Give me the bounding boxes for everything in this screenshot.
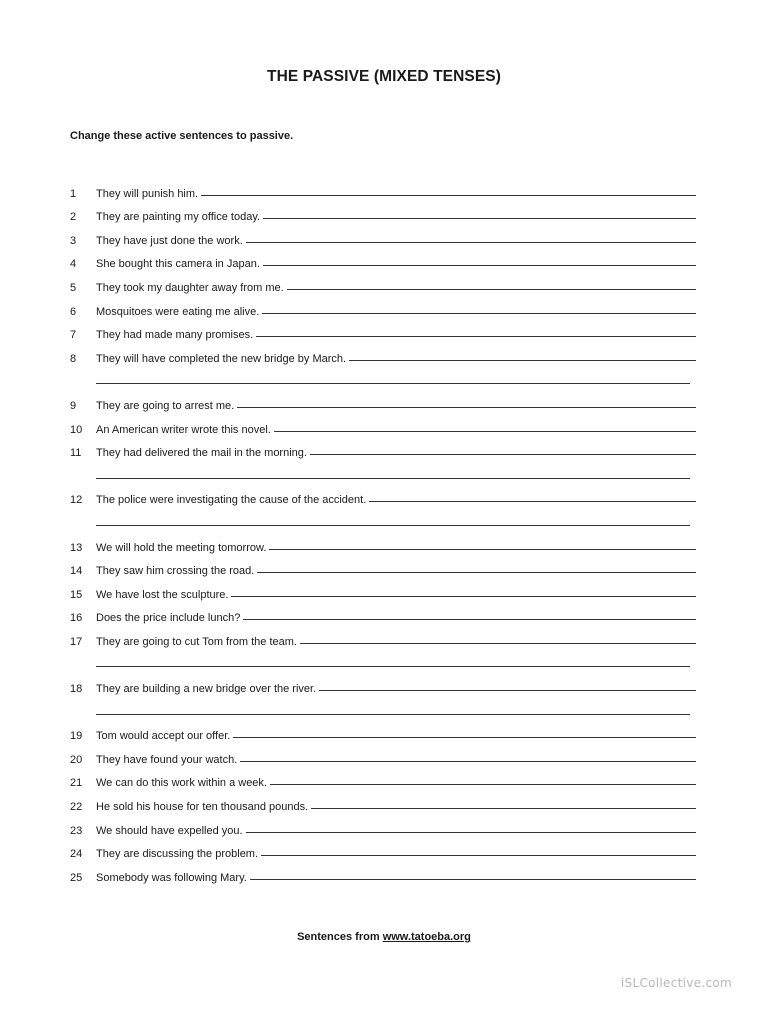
exercise-sentence: They will punish him. — [96, 187, 199, 200]
answer-line[interactable] — [256, 336, 696, 337]
exercise-sentence: We can do this work within a week. — [96, 777, 267, 790]
exercise-number: 20 — [70, 753, 83, 766]
answer-line[interactable] — [231, 596, 696, 597]
exercise-sentence: We will hold the meeting tomorrow. — [96, 541, 267, 554]
exercise-number: 1 — [70, 187, 77, 200]
exercise-row — [70, 719, 700, 743]
answer-line[interactable] — [96, 478, 690, 479]
exercise-number: 24 — [70, 848, 83, 861]
exercise-sentence: They are going to arrest me. — [96, 399, 235, 412]
answer-line[interactable] — [319, 690, 696, 691]
exercise-sentence: They had made many promises. — [96, 329, 254, 342]
exercise-number: 18 — [70, 683, 83, 696]
exercise-row — [70, 223, 700, 247]
answer-line[interactable] — [96, 666, 690, 667]
exercise-sentence: They saw him crossing the road. — [96, 565, 255, 578]
exercise-number: 19 — [70, 730, 83, 743]
answer-line[interactable] — [287, 289, 696, 290]
answer-continuation-line — [70, 695, 700, 719]
exercise-sentence: He sold his house for ten thousand pounds. — [96, 801, 309, 814]
exercise-sentence: They had delivered the mail in the morning. — [96, 447, 307, 460]
answer-line[interactable] — [261, 855, 696, 856]
exercise-row — [70, 742, 700, 766]
answer-line[interactable] — [237, 407, 696, 408]
footer-prefix: Sentences from — [297, 931, 383, 943]
exercise-row — [70, 671, 700, 695]
exercise-number: 2 — [70, 211, 77, 224]
exercise-row — [70, 530, 700, 554]
exercise-sentence: We should have expelled you. — [96, 824, 243, 837]
instruction-text: Change these active sentences to passive. — [70, 130, 294, 142]
exercise-number: 17 — [70, 635, 83, 648]
exercise-sentence: We have lost the sculpture. — [96, 588, 229, 601]
exercise-row — [70, 601, 700, 625]
exercise-number: 5 — [70, 281, 77, 294]
answer-continuation-line — [70, 459, 700, 483]
exercise-number: 23 — [70, 824, 83, 837]
exercise-row — [70, 436, 700, 460]
exercise-number: 3 — [70, 234, 77, 247]
exercise-row — [70, 837, 700, 861]
answer-line[interactable] — [310, 454, 696, 455]
exercise-sentence: They took my daughter away from me. — [96, 281, 284, 294]
answer-line[interactable] — [240, 761, 696, 762]
exercise-number: 9 — [70, 399, 77, 412]
exercise-number: 4 — [70, 258, 77, 271]
exercise-number: 21 — [70, 777, 83, 790]
exercise-sentence: They have found your watch. — [96, 753, 238, 766]
answer-continuation-line — [70, 365, 700, 389]
exercise-sentence: Does the price include lunch? — [96, 612, 241, 625]
exercise-row — [70, 483, 700, 507]
answer-line[interactable] — [349, 360, 696, 361]
exercise-row — [70, 624, 700, 648]
answer-line[interactable] — [311, 808, 696, 809]
exercise-row — [70, 176, 700, 200]
footer-credit — [0, 931, 768, 943]
exercise-sentence: An American writer wrote this novel. — [96, 423, 271, 436]
exercise-number: 15 — [70, 588, 83, 601]
answer-line[interactable] — [263, 265, 696, 266]
exercise-sentence: They are building a new bridge over the river. — [96, 683, 317, 696]
answer-line[interactable] — [201, 195, 696, 196]
exercise-number: 11 — [70, 447, 82, 460]
exercise-row — [70, 577, 700, 601]
page-title: THE PASSIVE (MIXED TENSES) — [267, 68, 501, 85]
answer-line[interactable] — [246, 242, 696, 243]
exercise-row — [70, 388, 700, 412]
exercise-row — [70, 813, 700, 837]
exercise-number: 25 — [70, 871, 83, 884]
exercise-sentence: Mosquitoes were eating me alive. — [96, 305, 260, 318]
answer-line[interactable] — [270, 784, 696, 785]
exercise-row — [70, 412, 700, 436]
exercise-list — [70, 176, 700, 884]
answer-line[interactable] — [250, 879, 696, 880]
exercise-row — [70, 318, 700, 342]
exercise-number: 12 — [70, 494, 83, 507]
answer-line[interactable] — [96, 383, 690, 384]
answer-line[interactable] — [263, 218, 696, 219]
exercise-number: 10 — [70, 423, 83, 436]
answer-continuation-line — [70, 648, 700, 672]
exercise-sentence: She bought this camera in Japan. — [96, 258, 260, 271]
exercise-number: 7 — [70, 329, 77, 342]
exercise-sentence: They are painting my office today. — [96, 211, 261, 224]
exercise-sentence: They are discussing the problem. — [96, 848, 259, 861]
answer-line[interactable] — [300, 643, 696, 644]
exercise-row — [70, 341, 700, 365]
exercise-row — [70, 294, 700, 318]
exercise-number: 14 — [70, 565, 83, 578]
answer-line[interactable] — [243, 619, 696, 620]
exercise-row — [70, 789, 700, 813]
exercise-number: 6 — [70, 305, 77, 318]
exercise-sentence: The police were investigating the cause of the accident. — [96, 494, 367, 507]
islcollective-watermark: iSLCollective.com — [620, 976, 732, 990]
exercise-sentence: They are going to cut Tom from the team. — [96, 635, 297, 648]
answer-line[interactable] — [96, 525, 690, 526]
exercise-row — [70, 247, 700, 271]
exercise-row — [70, 554, 700, 578]
exercise-row — [70, 766, 700, 790]
exercise-row — [70, 200, 700, 224]
exercise-number: 16 — [70, 612, 83, 625]
exercise-row — [70, 860, 700, 884]
exercise-sentence: Somebody was following Mary. — [96, 871, 247, 884]
answer-line[interactable] — [96, 714, 690, 715]
exercise-number: 8 — [70, 352, 77, 365]
exercise-sentence: They will have completed the new bridge by March. — [96, 352, 347, 365]
answer-line[interactable] — [257, 572, 696, 573]
exercise-number: 22 — [70, 801, 83, 814]
answer-line[interactable] — [233, 737, 696, 738]
answer-line[interactable] — [274, 431, 696, 432]
tatoeba-link[interactable]: www.tatoeba.org — [382, 931, 471, 943]
answer-continuation-line — [70, 506, 700, 530]
exercise-number: 13 — [70, 541, 83, 554]
answer-line[interactable] — [262, 313, 696, 314]
exercise-sentence: They have just done the work. — [96, 234, 243, 247]
answer-line[interactable] — [269, 549, 696, 550]
exercise-row — [70, 270, 700, 294]
answer-line[interactable] — [246, 832, 696, 833]
answer-line[interactable] — [369, 501, 696, 502]
exercise-sentence: Tom would accept our offer. — [96, 730, 231, 743]
